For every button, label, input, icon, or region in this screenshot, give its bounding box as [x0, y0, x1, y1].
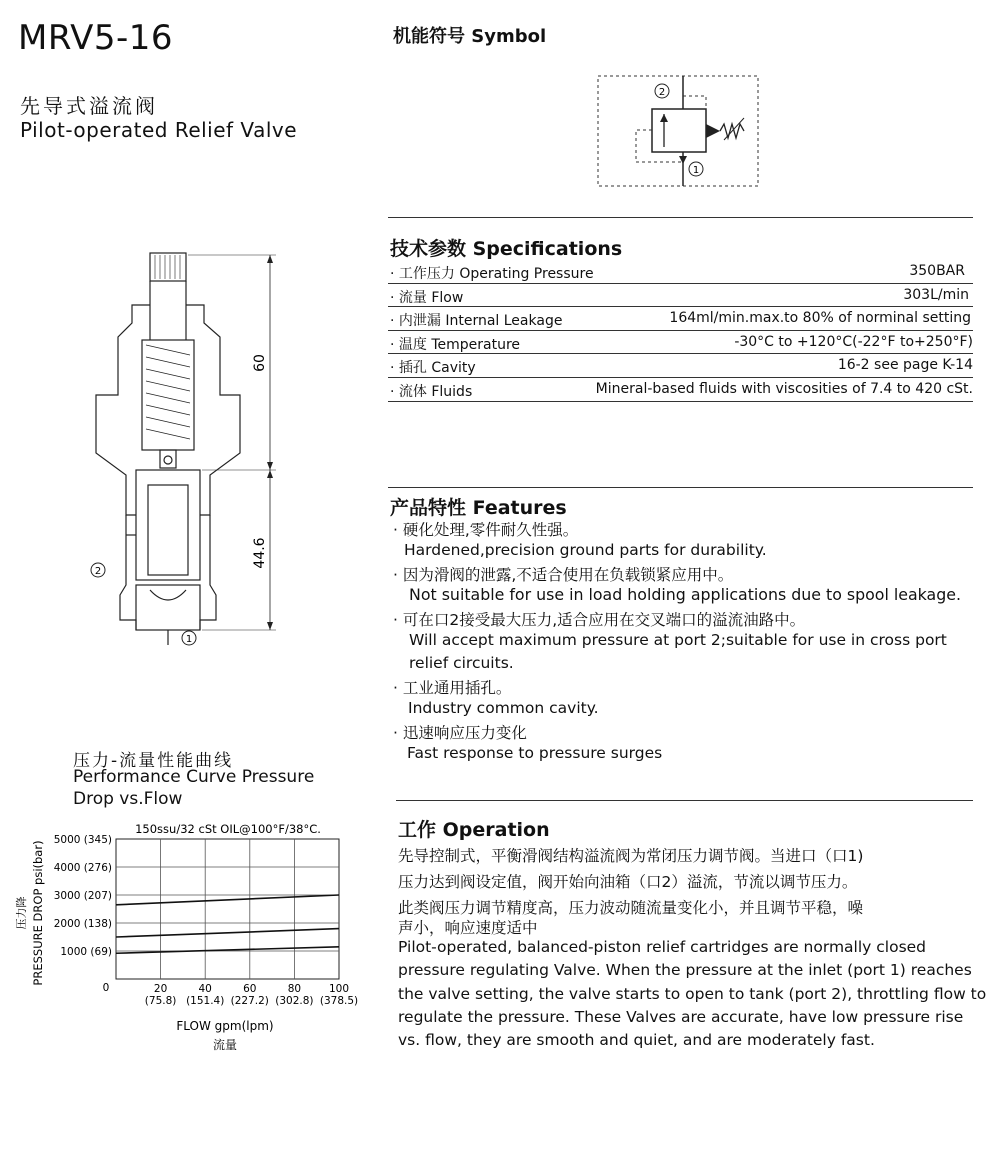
chart-series-line [116, 895, 339, 905]
feature-line: · 硬化处理,零件耐久性强。 [393, 521, 579, 539]
performance-title-cn: 压力-流量性能曲线 [73, 751, 234, 771]
chart-y-tick-label: 5000 (345) [53, 834, 112, 846]
feature-line: Hardened,precision ground parts for durability. [404, 541, 767, 559]
chart-xlabel: FLOW gpm(lpm) [176, 1019, 274, 1033]
features-top-rule [388, 487, 973, 488]
spec-row [388, 307, 973, 331]
spec-label: · 温度 Temperature [390, 336, 521, 353]
spec-value: 303L/min [903, 286, 969, 303]
feature-line: Fast response to pressure surges [407, 744, 663, 762]
spec-value: Mineral-based fluids with viscosities of 7.4 to 420 cSt. [595, 380, 973, 397]
drawing-port-2-label: 2 [94, 566, 102, 577]
operation-line: vs. flow, they are smooth and quiet, and are moderately fast. [398, 1031, 875, 1049]
feature-line: · 工业通用插孔。 [393, 679, 512, 697]
chart-title: 150ssu/32 cSt OIL@100°F/38°C. [135, 822, 321, 836]
chart-x-tick-label: 60 [243, 983, 257, 995]
feature-line: · 可在口2接受最大压力,适合应用在交叉端口的溢流油路中。 [393, 611, 806, 629]
performance-chart [0, 815, 380, 1060]
performance-title-en-1: Performance Curve Pressure [73, 767, 315, 787]
spec-value: -30°C to +120°C(-22°F to+250°F) [734, 333, 973, 350]
port-1-label: 1 [692, 165, 700, 176]
performance-title-en-2: Drop vs.Flow [73, 789, 183, 809]
chart-x-tick-label: 20 [153, 983, 168, 995]
spec-row [388, 260, 973, 284]
chart-frame [116, 839, 339, 979]
valve-sectional-drawing [80, 245, 300, 655]
symbol-heading: 机能符号 Symbol [393, 26, 547, 47]
feature-line: Will accept maximum pressure at port 2;suitable for use in cross port [409, 631, 947, 649]
chart-y-tick-label: 3000 (207) [53, 890, 112, 902]
spec-value: 164ml/min.max.to 80% of norminal setting [669, 310, 971, 327]
operation-line: 声小，响应速度适中 [398, 919, 538, 937]
chart-xlabel-cn: 流量 [212, 1038, 238, 1052]
spec-label: · 工作压力 Operating Pressure [390, 266, 594, 282]
chart-ylabel-cn: 压力降 [15, 896, 28, 930]
spec-row [388, 354, 973, 378]
chart-series-line [116, 947, 339, 953]
model-number: MRV5-16 [18, 18, 174, 58]
chart-x-tick-sublabel: (302.8) [275, 995, 314, 1007]
feature-line: relief circuits. [409, 654, 514, 672]
chart-origin-label: 0 [102, 982, 110, 994]
chart-x-tick-sublabel: (75.8) [144, 995, 177, 1007]
product-title-en: Pilot-operated Relief Valve [20, 118, 298, 142]
operation-line: 先导控制式，平衡滑阀结构溢流阀为常闭压力调节阀。当进口（口1) [398, 847, 864, 865]
chart-x-tick-sublabel: (227.2) [230, 995, 269, 1007]
spec-row [388, 284, 973, 308]
chart-x-tick-sublabel: (378.5) [319, 995, 359, 1007]
spec-row [388, 331, 973, 355]
spec-label: · 插孔 Cavity [390, 360, 476, 377]
feature-line: Industry common cavity. [408, 699, 599, 717]
operation-line: Pilot-operated, balanced-piston relief cartridges are normally closed [398, 938, 927, 956]
product-title-cn: 先导式溢流阀 [20, 94, 158, 118]
specs-table [388, 260, 973, 402]
chart-series-line [116, 929, 339, 937]
drawing-port-1-label: 1 [185, 634, 193, 645]
chart-y-tick-label: 1000 (69) [60, 946, 112, 958]
specs-top-rule [388, 217, 973, 218]
port-2-label: 2 [658, 87, 666, 98]
chart-x-tick-label: 80 [287, 983, 302, 995]
feature-line: Not suitable for use in load holding applications due to spool leakage. [409, 585, 961, 604]
specs-heading: 技术参数 Specifications [390, 238, 623, 260]
features-heading: 产品特性 Features [390, 497, 567, 519]
chart-y-tick-label: 2000 (138) [53, 918, 112, 930]
chart-x-tick-sublabel: (151.4) [186, 995, 225, 1007]
feature-line: · 迅速响应压力变化 [393, 724, 527, 742]
feature-line: · 因为滑阀的泄露,不适合使用在负载锁紧应用中。 [393, 566, 734, 584]
chart-x-tick-label: 40 [198, 983, 212, 995]
spec-value: 350BAR [909, 263, 965, 279]
operation-line: regulate the pressure. These Valves are accurate, have low pressure rise [398, 1008, 964, 1026]
hydraulic-symbol [596, 74, 760, 188]
spec-value: 16-2 see page K-14 [837, 357, 973, 374]
operation-line: 此类阀压力调节精度高，压力波动随流量变化小，并且调节平稳，噪 [398, 899, 864, 917]
operation-heading: 工作 Operation [398, 819, 550, 841]
spec-label: · 流量 Flow [390, 289, 464, 306]
spec-row [388, 378, 973, 402]
spec-label: · 内泄漏 Internal Leakage [390, 313, 563, 330]
operation-line: pressure regulating Valve. When the pressure at the inlet (port 1) reaches [398, 961, 972, 979]
chart-y-tick-label: 4000 (276) [53, 862, 112, 874]
chart-ylabel: PRESSURE DROP psi(bar) [31, 840, 45, 986]
dimension-lower: 44.6 [252, 537, 268, 569]
dimension-upper: 60 [252, 354, 268, 372]
chart-x-tick-label: 100 [328, 983, 350, 995]
operation-line: 压力达到阀设定值，阀开始向油箱（口2）溢流，节流以调节压力。 [398, 873, 858, 891]
operation-line: the valve setting, the valve starts to open to tank (port 2), throttling flow to [398, 985, 987, 1003]
operation-top-rule [396, 800, 973, 801]
spec-label: · 流体 Fluids [390, 383, 473, 400]
